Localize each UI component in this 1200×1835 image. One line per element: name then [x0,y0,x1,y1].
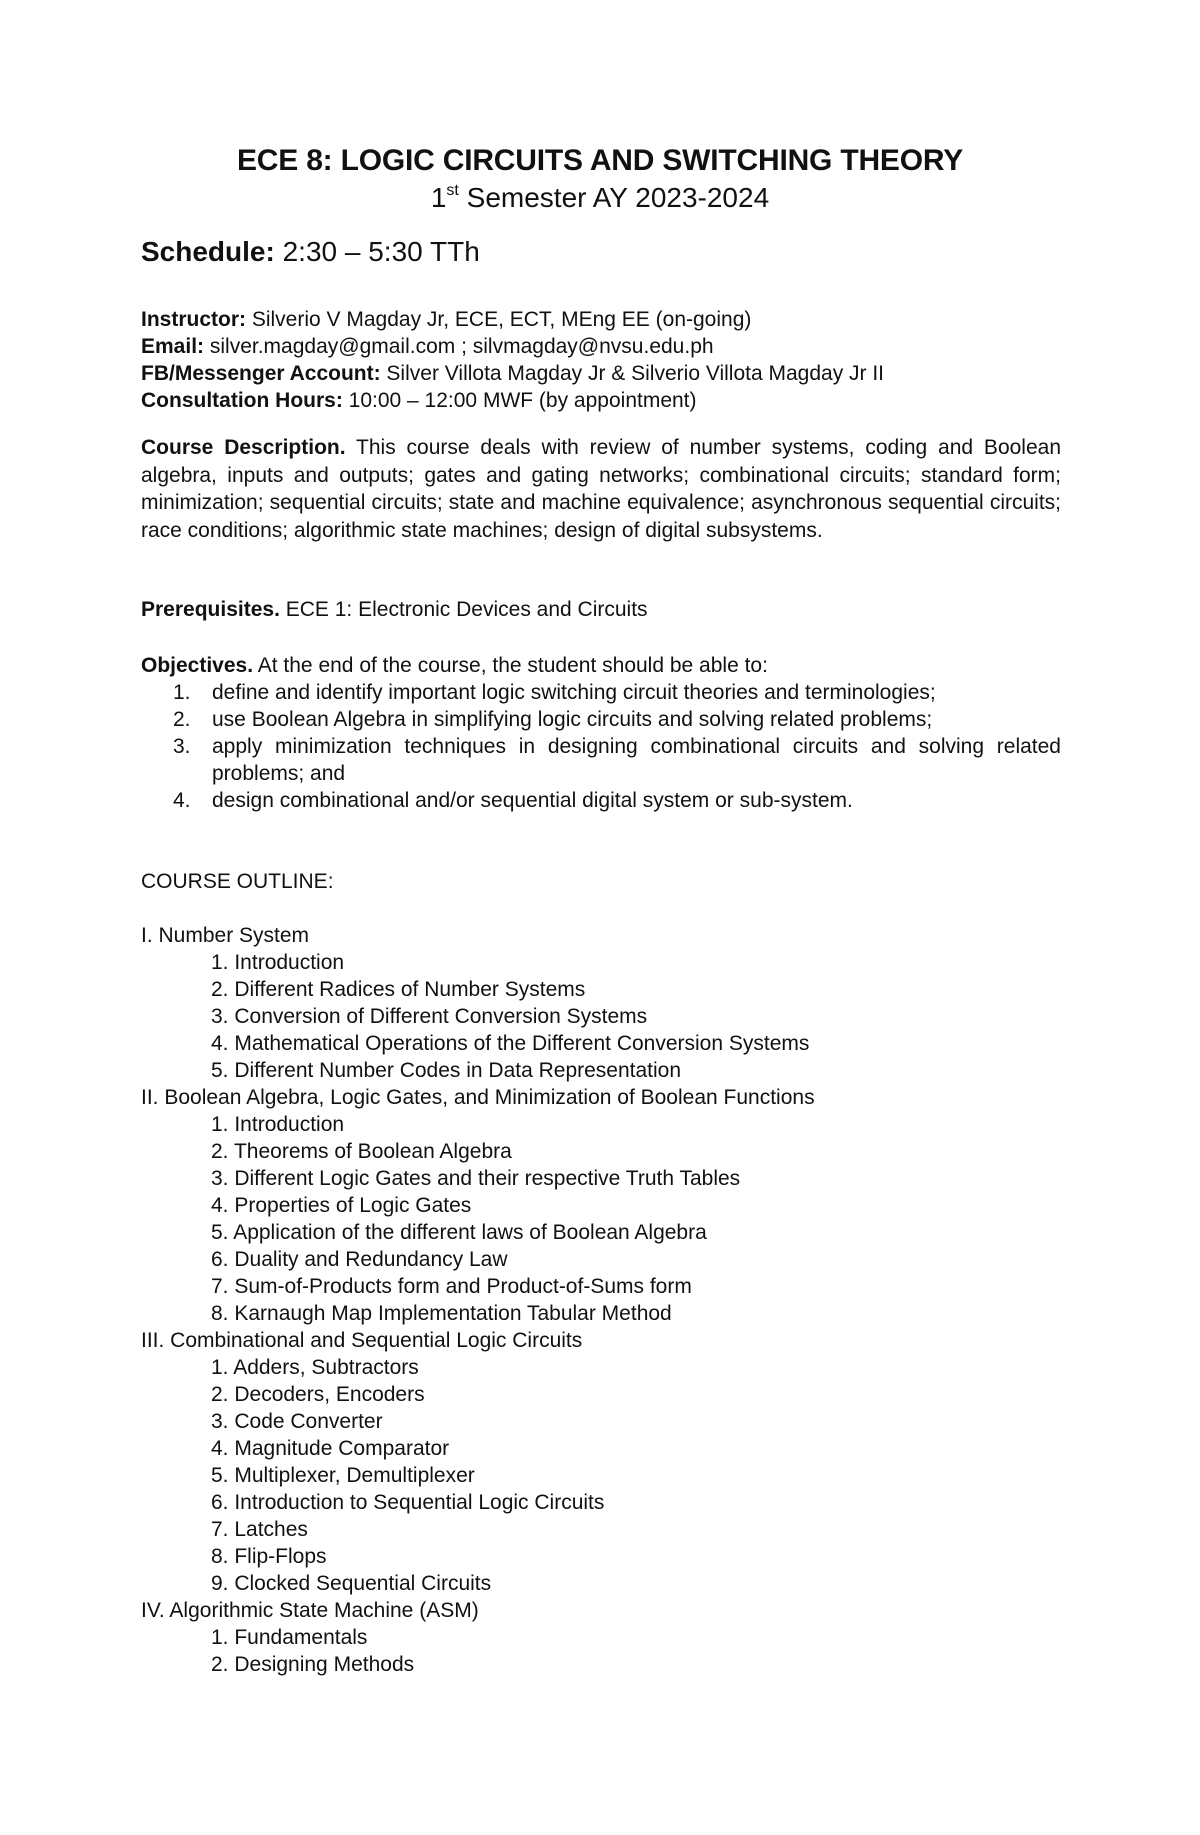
objective-number: 3. [173,735,191,758]
prerequisites-text: ECE 1: Electronic Devices and Circuits [279,598,648,621]
objective-text: apply minimization techniques in designing combinational circuits and solving related problems; and [212,735,1061,785]
outline-item: 8. Flip-Flops [211,1545,327,1568]
objective-item [141,706,1061,733]
outline-section-title: III. Combinational and Sequential Logic Circuits [141,1329,583,1352]
outline-item: 4. Magnitude Comparator [211,1437,450,1460]
objective-number: 2. [173,708,191,731]
course-description [141,434,1061,544]
objective-text: use Boolean Algebra in simplifying logic circuits and solving related problems; [212,708,933,731]
outline-item: 9. Clocked Sequential Circuits [211,1572,492,1595]
outline-item: 2. Theorems of Boolean Algebra [211,1140,512,1163]
consultation-line [141,387,884,414]
schedule-line [141,234,480,270]
objective-item [141,733,1061,787]
fb-label: FB/Messenger Account: [141,362,381,385]
semester-line [0,180,1200,216]
outline-item: 5. Different Number Codes in Data Representation [211,1059,682,1082]
email-value: silver.magday@gmail.com ; silvmagday@nvsu.edu.ph [204,335,714,358]
objectives [141,652,1061,814]
email-line [141,333,884,360]
outline-item: 3. Code Converter [211,1410,383,1433]
course-title: ECE 8: LOGIC CIRCUITS AND SWITCHING THEORY [236,144,964,177]
course-outline-heading: COURSE OUTLINE: [141,870,334,893]
instructor-value: Silverio V Magday Jr, ECE, ECT, MEng EE (on-going) [246,308,752,331]
objectives-intro: At the end of the course, the student should be able to: [253,654,768,677]
outline-item: 2. Different Radices of Number Systems [211,978,586,1001]
fb-value: Silver Villota Magday Jr & Silverio Villota Magday Jr II [380,362,885,385]
outline-section-title: IV. Algorithmic State Machine (ASM) [141,1599,479,1622]
outline-item: 6. Introduction to Sequential Logic Circuits [211,1491,605,1514]
prerequisites [141,596,648,623]
description-label: Course Description. [141,436,346,459]
objective-number: 4. [173,789,191,812]
outline-item: 2. Designing Methods [211,1653,415,1676]
outline-section-title: I. Number System [141,924,310,947]
outline-item: 6. Duality and Redundancy Law [211,1248,508,1271]
semester-number: 1 [430,182,447,213]
outline-item: 1. Adders, Subtractors [211,1356,419,1379]
outline-item: 7. Sum-of-Products form and Product-of-Sums form [211,1275,692,1298]
schedule-label: Schedule: [141,236,275,267]
outline-item: 8. Karnaugh Map Implementation Tabular Method [211,1302,672,1325]
objective-item [141,787,1061,814]
outline-item: 4. Mathematical Operations of the Different Conversion Systems [211,1032,810,1055]
semester-text: Semester AY 2023-2024 [458,182,770,213]
objective-item [141,679,1061,706]
outline-item: 5. Multiplexer, Demultiplexer [211,1464,475,1487]
objective-text: design combinational and/or sequential digital system or sub-system. [212,789,853,812]
outline-item: 1. Introduction [211,1113,345,1136]
outline-section-title: II. Boolean Algebra, Logic Gates, and Minimization of Boolean Functions [141,1086,815,1109]
objectives-list [141,679,1061,814]
outline-item: 3. Different Logic Gates and their respective Truth Tables [211,1167,741,1190]
outline-item: 5. Application of the different laws of Boolean Algebra [211,1221,707,1244]
semester-ordinal: st [446,182,459,199]
outline-item: 2. Decoders, Encoders [211,1383,425,1406]
email-label: Email: [141,335,205,358]
description-text: This course deals with review of number systems, coding and Boolean algebra, inputs and outputs; gates and gating networks; combinational circuits; standard form; minimization; sequential circuits; state and machine equivalence; asynchronous sequential circuits; race conditions; algorithmic state machines; design of digital subsystems. [141,436,1061,542]
objective-number: 1. [173,681,191,704]
outline-item: 4. Properties of Logic Gates [211,1194,472,1217]
objective-text: define and identify important logic switching circuit theories and terminologies; [212,681,936,704]
outline-item: 1. Introduction [211,951,345,974]
objectives-label: Objectives. [141,654,254,677]
prerequisites-label: Prerequisites. [141,598,280,621]
outline-item: 7. Latches [211,1518,308,1541]
schedule-value: 2:30 – 5:30 TTh [274,236,480,267]
objectives-intro-line [141,652,1061,679]
instructor-label: Instructor: [141,308,246,331]
instructor-line [141,306,884,333]
consultation-label: Consultation Hours: [141,389,343,412]
consultation-value: 10:00 – 12:00 MWF (by appointment) [342,389,697,412]
fb-line [141,360,884,387]
instructor-info [141,306,884,414]
outline-item: 1. Fundamentals [211,1626,368,1649]
outline-item: 3. Conversion of Different Conversion Systems [211,1005,648,1028]
course-outline [141,922,815,1678]
